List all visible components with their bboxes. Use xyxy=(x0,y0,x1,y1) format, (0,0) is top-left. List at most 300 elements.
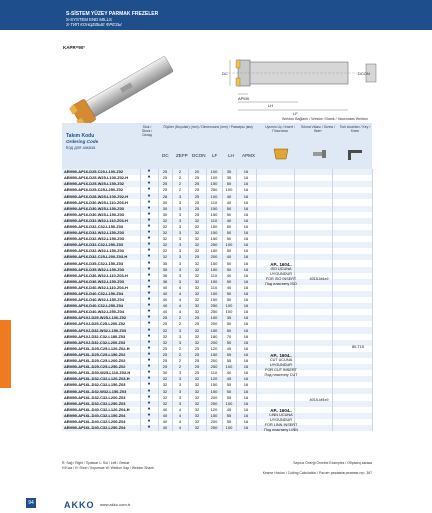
stock-dot-icon: ● xyxy=(140,364,158,370)
lf-cell: 150 xyxy=(206,382,222,388)
apmx-cell: 16 xyxy=(236,199,256,205)
side-tab xyxy=(0,320,11,388)
dcon-cell: 32 xyxy=(188,236,206,242)
lf-cell: 250 xyxy=(206,364,222,370)
lf-cell: 150 xyxy=(206,291,222,297)
stock-dot-icon: ● xyxy=(140,254,158,260)
ordering-code-cell: AEM90-AP16-D32-W32-L150-Z03 xyxy=(62,230,140,236)
dc-cell: 40 xyxy=(158,413,172,419)
lh-cell: 35 xyxy=(222,315,236,321)
apmx-cell: 16 xyxy=(236,364,256,370)
lf-cell: 150 xyxy=(206,236,222,242)
ordering-code-cell: AEM90-AP16-D28-W25-L100-Z02-H xyxy=(62,193,140,199)
zefp-cell: 2 xyxy=(172,181,188,187)
lh-cell: 45 xyxy=(222,407,236,413)
insert-group-linn: AP.. 1604.. LINN UCUNA UYGUNDUR FOR LINN INSERT Под пластину LINN xyxy=(264,408,298,432)
zefp-cell: 3 xyxy=(172,206,188,212)
lh-cell: 100 xyxy=(222,242,236,248)
lf-cell: 110 xyxy=(206,285,222,291)
apmx-cell: 16 xyxy=(236,175,256,181)
dc-cell: 30 xyxy=(158,212,172,218)
dc-cell: 25 xyxy=(158,364,172,370)
dcon-cell: 32 xyxy=(188,291,206,297)
lf-cell: 150 xyxy=(206,206,222,212)
screw-group-1: 4015-M4x9 xyxy=(309,277,329,281)
dc-cell: 30 xyxy=(158,370,172,376)
apmx-cell: 16 xyxy=(236,346,256,352)
dc-cell: 40 xyxy=(158,303,172,309)
ordering-code-cell: AEM90-AP16L-D40-C32-L200-Z04 xyxy=(62,419,140,425)
zefp-cell: 3 xyxy=(172,388,188,394)
dcon-cell: 32 xyxy=(188,419,206,425)
apmx-cell: 16 xyxy=(236,181,256,187)
col-dcon: DCON xyxy=(192,153,206,158)
lh-cell: 70 xyxy=(222,334,236,340)
lh-cell: 100 xyxy=(222,364,236,370)
dc-cell: 32 xyxy=(158,230,172,236)
stock-dot-icon: ● xyxy=(140,413,158,419)
apmx-cell: 16 xyxy=(236,401,256,407)
dcon-cell: 32 xyxy=(188,334,206,340)
ordering-code-cell: AEM90-AP16-D30-W25-L150-Z03 xyxy=(62,206,140,212)
apmx-cell: 16 xyxy=(236,267,256,273)
dc-cell: 25 xyxy=(158,169,172,175)
stock-dot-icon: ● xyxy=(140,273,158,279)
insert-header: Uyumlu Uç / Insert / Пластина xyxy=(265,125,295,133)
insert-icon xyxy=(272,147,290,161)
apmx-cell: 16 xyxy=(236,327,256,333)
zefp-cell: 4 xyxy=(172,291,188,297)
kapr-label: KAPR=90° xyxy=(63,45,86,50)
lh-cell: 40 xyxy=(222,218,236,224)
ordering-code-cell: AEM90-AP16-D36-W32-L110-Z03-H xyxy=(62,273,140,279)
zefp-cell: 3 xyxy=(172,212,188,218)
dcon-cell: 25 xyxy=(188,175,206,181)
stock-dot-icon: ● xyxy=(140,370,158,376)
dcon-cell: 25 xyxy=(188,206,206,212)
ordering-code-cell: AEM90-AP16L-D32-C32-L200-Z03 xyxy=(62,394,140,400)
apmx-cell: 16 xyxy=(236,248,256,254)
apmx-cell: 16 xyxy=(236,187,256,193)
ordering-code-cell: AEM90-AP16-D25-C25-L250-Z02 xyxy=(62,187,140,193)
stock-dot-icon: ● xyxy=(140,206,158,212)
dcon-cell: 25 xyxy=(188,212,206,218)
footer-order-example: Sayısız Önerği Örnekte Examples / Образец заказа xyxy=(293,461,372,465)
col-apmx: APMX xyxy=(242,153,256,158)
lh-cell: 40 xyxy=(222,370,236,376)
stock-dot-icon: ● xyxy=(140,419,158,425)
apmx-cell: 16 xyxy=(236,376,256,382)
lf-cell: 200 xyxy=(206,340,222,346)
apmx-cell: 16 xyxy=(236,394,256,400)
apmx-cell: 16 xyxy=(236,309,256,315)
dc-cell: 25 xyxy=(158,175,172,181)
dc-cell: 32 xyxy=(158,388,172,394)
stock-dot-icon: ● xyxy=(140,260,158,266)
zefp-cell: 3 xyxy=(172,254,188,260)
stock-dot-icon: ● xyxy=(140,315,158,321)
lh-cell: 35 xyxy=(222,169,236,175)
lh-cell: 50 xyxy=(222,291,236,297)
lf-cell: 200 xyxy=(206,358,222,364)
lh-cell: 50 xyxy=(222,236,236,242)
stock-dot-icon: ● xyxy=(140,224,158,230)
ordering-code-cell: AEM90-AP16L-D25-C25-L250-Z02 xyxy=(62,364,140,370)
lh-cell: 55 xyxy=(222,358,236,364)
lf-cell: 120 xyxy=(206,346,222,352)
footer-legend-2: H:Kısa / H: Short / Короткие W: Weldon Sap / Weldon Shank xyxy=(62,466,154,470)
lf-cell: 150 xyxy=(206,260,222,266)
stock-dot-icon: ● xyxy=(140,181,158,187)
stock-dot-icon: ● xyxy=(140,303,158,309)
lh-cell: 50 xyxy=(222,260,236,266)
dc-cell: 32 xyxy=(158,376,172,382)
ordering-code-cell: AEM90-AP16L-D32-C32-L150-Z03 xyxy=(62,382,140,388)
lf-cell: 150 xyxy=(206,279,222,285)
ordering-code-cell: AEM90-AP10J-D32-C32-L200-Z03 xyxy=(62,340,140,346)
screw-header: Sıkma Vidası / Screw / Винт xyxy=(300,125,336,133)
stock-dot-icon: ● xyxy=(140,187,158,193)
stock-dot-icon: ● xyxy=(140,175,158,181)
stock-dot-icon: ● xyxy=(140,248,158,254)
dc-cell: 32 xyxy=(158,242,172,248)
ordering-code-cell: AEM90-AP16-D30-W25-L150-Z03 xyxy=(62,212,140,218)
dc-cell: 32 xyxy=(158,218,172,224)
dcon-cell: 32 xyxy=(188,376,206,382)
ordering-code-cell: AEM90-AP10J-D32-W32-L150-Z03 xyxy=(62,327,140,333)
dcon-cell: 25 xyxy=(188,193,206,199)
screw-group-2: 4015-M4x9 xyxy=(309,398,329,402)
dcon-cell: 25 xyxy=(188,187,206,193)
lf-cell: 150 xyxy=(206,413,222,419)
dc-cell: 32 xyxy=(158,254,172,260)
akko-logo: AKKO xyxy=(64,500,95,510)
dc-cell: 40 xyxy=(158,309,172,315)
apmx-cell: 16 xyxy=(236,206,256,212)
lf-cell: 150 xyxy=(206,181,222,187)
ordering-code-cell: AEM90-AP16-D40-C32-L150-Z04 xyxy=(62,291,140,297)
lf-cell: 100 xyxy=(206,175,222,181)
ordering-code-cell: AEM90-AP16-D40-W32-L150-Z04 xyxy=(62,297,140,303)
dc-cell: 35 xyxy=(158,260,172,266)
stock-dot-icon: ● xyxy=(140,169,158,175)
lf-cell: 200 xyxy=(206,419,222,425)
ordering-code-cell: AEM90-AP16L-D32-C32-L250-Z03 xyxy=(62,401,140,407)
lh-cell: 50 xyxy=(222,327,236,333)
dcon-cell: 32 xyxy=(188,267,206,273)
zefp-cell: 4 xyxy=(172,297,188,303)
ordering-code-cell: AEM90-AP16-D40-W32-L250-Z04 xyxy=(62,309,140,315)
lf-cell: 150 xyxy=(206,212,222,218)
apmx-cell: 16 xyxy=(236,242,256,248)
ordering-code-cell: AEM90-AP16L-D32-C32-L120-Z03-H xyxy=(62,376,140,382)
table-row xyxy=(62,425,372,431)
dcon-cell: 25 xyxy=(188,181,206,187)
dc-cell: 32 xyxy=(158,327,172,333)
apmx-cell: 16 xyxy=(236,273,256,279)
lh-cell: 35 xyxy=(222,175,236,181)
dcon-cell: 32 xyxy=(188,242,206,248)
col-lf: LF xyxy=(212,153,218,158)
dcon-cell: 32 xyxy=(188,407,206,413)
dc-cell: 32 xyxy=(158,236,172,242)
lf-cell: 180 xyxy=(206,334,222,340)
insert-group-iso: AP.. 1604.. ISO UCUNA UYGUNDUR FOR ISO INSERT Под пластину ISO xyxy=(265,262,297,286)
apmx-cell: 16 xyxy=(236,321,256,327)
stock-dot-icon: ● xyxy=(140,407,158,413)
ordering-code-cell: AEM90-AP16-D35-W32-L150-Z03 xyxy=(62,267,140,273)
dcon-cell: 25 xyxy=(188,346,206,352)
lh-cell: 45 xyxy=(222,376,236,382)
ordering-code-cell: AEM90-AP10J-D32-C32-L180-Z03 xyxy=(62,334,140,340)
dcon-cell: 32 xyxy=(188,327,206,333)
lh-cell: 50 xyxy=(222,279,236,285)
tool-drawing xyxy=(218,42,378,117)
lh-cell: 50 xyxy=(222,206,236,212)
apmx-cell: 16 xyxy=(236,340,256,346)
lf-cell: 150 xyxy=(206,224,222,230)
apmx-cell: 16 xyxy=(236,358,256,364)
apmx-cell: 16 xyxy=(236,388,256,394)
lh-cell: 50 xyxy=(222,321,236,327)
dc-cell: 32 xyxy=(158,340,172,346)
lf-cell: 110 xyxy=(206,199,222,205)
dcon-cell: 32 xyxy=(188,285,206,291)
lf-cell: 250 xyxy=(206,303,222,309)
zefp-cell: 3 xyxy=(172,394,188,400)
stock-dot-icon: ● xyxy=(140,193,158,199)
lh-cell: 50 xyxy=(222,212,236,218)
apmx-cell: 16 xyxy=(236,382,256,388)
dcon-cell: 25 xyxy=(188,254,206,260)
lf-cell: 100 xyxy=(206,169,222,175)
lf-cell: 150 xyxy=(206,267,222,273)
zefp-cell: 3 xyxy=(172,370,188,376)
dc-cell: 30 xyxy=(158,206,172,212)
ordering-code-cell: AEM90-AP16-D25-W25-L150-Z02 xyxy=(62,181,140,187)
apmx-cell: 16 xyxy=(236,285,256,291)
stock-dot-icon: ● xyxy=(140,346,158,352)
lf-cell: 100 xyxy=(206,315,222,321)
apmx-cell: 16 xyxy=(236,212,256,218)
ordering-code-cell: AEM90-AP16-D32-C32-L150-Z03 xyxy=(62,224,140,230)
stock-dot-icon: ● xyxy=(140,340,158,346)
lf-cell: 200 xyxy=(206,394,222,400)
col-zefp: ZEFP xyxy=(176,153,188,158)
dc-cell: 30 xyxy=(158,199,172,205)
dim-apmx: APMX xyxy=(238,96,250,101)
ordering-code-tr: Takım Kodu xyxy=(66,133,95,139)
zefp-cell: 3 xyxy=(172,382,188,388)
apmx-cell: 16 xyxy=(236,236,256,242)
zefp-cell: 3 xyxy=(172,224,188,230)
dcon-cell: 32 xyxy=(188,218,206,224)
header-title-en: S-SYSTEM END MILLS xyxy=(66,17,112,22)
dc-cell: 25 xyxy=(158,352,172,358)
zefp-cell: 3 xyxy=(172,248,188,254)
dcon-cell: 25 xyxy=(188,352,206,358)
ordering-code-cell: AEM90-AP16L-D25-C25-L150-Z02 xyxy=(62,352,140,358)
dcon-cell: 32 xyxy=(188,309,206,315)
col-lh: LH xyxy=(228,153,234,158)
lf-cell: 150 xyxy=(206,230,222,236)
lf-cell: 110 xyxy=(206,218,222,224)
header-bar xyxy=(0,0,432,30)
lf-cell: 250 xyxy=(206,187,222,193)
dcon-cell: 32 xyxy=(188,297,206,303)
zefp-cell: 4 xyxy=(172,413,188,419)
key-group: 80-T15 xyxy=(351,345,365,349)
stock-dot-icon: ● xyxy=(140,285,158,291)
page-number: 94 xyxy=(26,498,36,508)
apmx-cell: 16 xyxy=(236,224,256,230)
footer-legend-1: R: Sağ / Right / Правые L: Sol / Left / Левые xyxy=(62,461,130,465)
lh-cell: 50 xyxy=(222,388,236,394)
lh-cell: 100 xyxy=(222,303,236,309)
stock-dot-icon: ● xyxy=(140,309,158,315)
dc-cell: 40 xyxy=(158,297,172,303)
stock-dot-icon: ● xyxy=(140,218,158,224)
apmx-cell: 16 xyxy=(236,425,256,431)
lh-cell: 100 xyxy=(222,401,236,407)
apmx-cell: 16 xyxy=(236,315,256,321)
dc-cell: 25 xyxy=(158,187,172,193)
dc-cell: 32 xyxy=(158,248,172,254)
product-table xyxy=(62,169,373,431)
dc-cell: 40 xyxy=(158,291,172,297)
zefp-cell: 3 xyxy=(172,242,188,248)
apmx-cell: 16 xyxy=(236,218,256,224)
dcon-cell: 32 xyxy=(188,260,206,266)
zefp-cell: 2 xyxy=(172,175,188,181)
lh-cell: 55 xyxy=(222,419,236,425)
lh-cell: 50 xyxy=(222,340,236,346)
zefp-cell: 3 xyxy=(172,340,188,346)
lh-cell: 45 xyxy=(222,346,236,352)
zefp-cell: 3 xyxy=(172,267,188,273)
zefp-cell: 3 xyxy=(172,334,188,340)
dc-cell: 28 xyxy=(158,193,172,199)
zefp-cell: 2 xyxy=(172,358,188,364)
dcon-cell: 32 xyxy=(188,388,206,394)
apmx-cell: 16 xyxy=(236,334,256,340)
dcon-cell: 32 xyxy=(188,340,206,346)
col-dc: DC xyxy=(162,153,169,158)
lh-cell: 55 xyxy=(222,352,236,358)
lf-cell: 150 xyxy=(206,352,222,358)
dcon-cell: 32 xyxy=(188,224,206,230)
dc-cell: 32 xyxy=(158,382,172,388)
lh-cell: 55 xyxy=(222,394,236,400)
lf-cell: 200 xyxy=(206,254,222,260)
zefp-cell: 4 xyxy=(172,303,188,309)
dcon-cell: 32 xyxy=(188,394,206,400)
ordering-code-cell: AEM90-AP16-D32-C32-L250-Z03 xyxy=(62,242,140,248)
apmx-cell: 16 xyxy=(236,291,256,297)
lf-cell: 250 xyxy=(206,309,222,315)
lf-cell: 250 xyxy=(206,242,222,248)
dim-lh: LH xyxy=(268,103,274,108)
dcon-cell: 25 xyxy=(188,358,206,364)
lh-cell: 50 xyxy=(222,181,236,187)
stock-dot-icon: ● xyxy=(140,291,158,297)
dcon-cell: 32 xyxy=(188,273,206,279)
website-link[interactable]: www.akko.com.tr xyxy=(100,502,131,507)
stock-dot-icon: ● xyxy=(140,279,158,285)
zefp-cell: 2 xyxy=(172,169,188,175)
dcon-cell: 32 xyxy=(188,425,206,431)
lf-cell: 200 xyxy=(206,321,222,327)
apmx-cell: 16 xyxy=(236,193,256,199)
lh-cell: 40 xyxy=(222,193,236,199)
ordering-code-cell: AEM90-AP16L-D25-C25-L120-Z02-H xyxy=(62,346,140,352)
lf-cell: 150 xyxy=(206,248,222,254)
lh-cell: 40 xyxy=(222,285,236,291)
zefp-cell: 3 xyxy=(172,260,188,266)
footer-notes xyxy=(62,461,372,481)
stock-dot-icon: ● xyxy=(140,267,158,273)
stock-dot-icon: ● xyxy=(140,425,158,431)
apmx-cell: 16 xyxy=(236,413,256,419)
dc-cell: 36 xyxy=(158,279,172,285)
stock-dot-icon: ● xyxy=(140,376,158,382)
lh-cell: 100 xyxy=(222,309,236,315)
stock-dot-icon: ● xyxy=(140,199,158,205)
header-title-ru: S-ТИП КОНЦЕВЫЕ ФРЕЗЫ xyxy=(66,22,122,27)
lh-cell: 50 xyxy=(222,224,236,230)
lf-cell: 150 xyxy=(206,297,222,303)
lh-cell: 55 xyxy=(222,382,236,388)
stock-dot-icon: ● xyxy=(140,236,158,242)
lf-cell: 110 xyxy=(206,370,222,376)
dc-cell: 40 xyxy=(158,285,172,291)
zefp-cell: 3 xyxy=(172,230,188,236)
dim-dc: DC xyxy=(222,71,228,76)
zefp-cell: 4 xyxy=(172,407,188,413)
dimensions-header: Ölçüler (Boyutlar) (mm) / Dimensions (mm) / Размеры (мм) xyxy=(163,125,253,129)
zefp-cell: 3 xyxy=(172,193,188,199)
dcon-cell: 32 xyxy=(188,401,206,407)
ordering-code-cell: AEM90-AP16-D32-W32-L150-Z03 xyxy=(62,248,140,254)
ordering-code-cell: AEM90-AP16L-D40-C32-L120-Z04-H xyxy=(62,407,140,413)
lf-cell: 250 xyxy=(206,425,222,431)
zefp-cell: 4 xyxy=(172,285,188,291)
zefp-cell: 3 xyxy=(172,199,188,205)
dc-cell: 32 xyxy=(158,401,172,407)
lh-cell: 40 xyxy=(222,254,236,260)
zefp-cell: 3 xyxy=(172,401,188,407)
apmx-cell: 16 xyxy=(236,303,256,309)
ordering-code-cell: AEM90-AP16-D36-W32-L150-Z03 xyxy=(62,279,140,285)
dc-cell: 32 xyxy=(158,334,172,340)
ordering-code-cell: AEM90-AP16-D40-C32-L250-Z04 xyxy=(62,303,140,309)
ordering-code-cell: AEM90-AP16-D35-C32-L150-Z03 xyxy=(62,260,140,266)
ordering-code-cell: AEM90-AP16-D30-W25-L110-Z03-H xyxy=(62,199,140,205)
ordering-code-ru: Код для заказа xyxy=(66,145,96,150)
lh-cell: 100 xyxy=(222,187,236,193)
footer-cutting-calc: Kesme Hızıları / Cutting Calculation / Расчет режимов резания стр. 367 xyxy=(262,471,372,475)
dc-cell: 32 xyxy=(158,394,172,400)
dc-cell: 36 xyxy=(158,273,172,279)
stock-dot-icon: ● xyxy=(140,382,158,388)
dc-cell: 25 xyxy=(158,346,172,352)
key-icon xyxy=(346,147,364,161)
apmx-cell: 16 xyxy=(236,419,256,425)
ordering-code-cell: AEM90-AP16L-D40-C32-L150-Z04 xyxy=(62,413,140,419)
ordering-code-cell: AEM90-AP16-D32-C25-L200-Z03-H xyxy=(62,254,140,260)
apmx-cell: 16 xyxy=(236,169,256,175)
dim-dcon: DCON xyxy=(358,71,370,76)
